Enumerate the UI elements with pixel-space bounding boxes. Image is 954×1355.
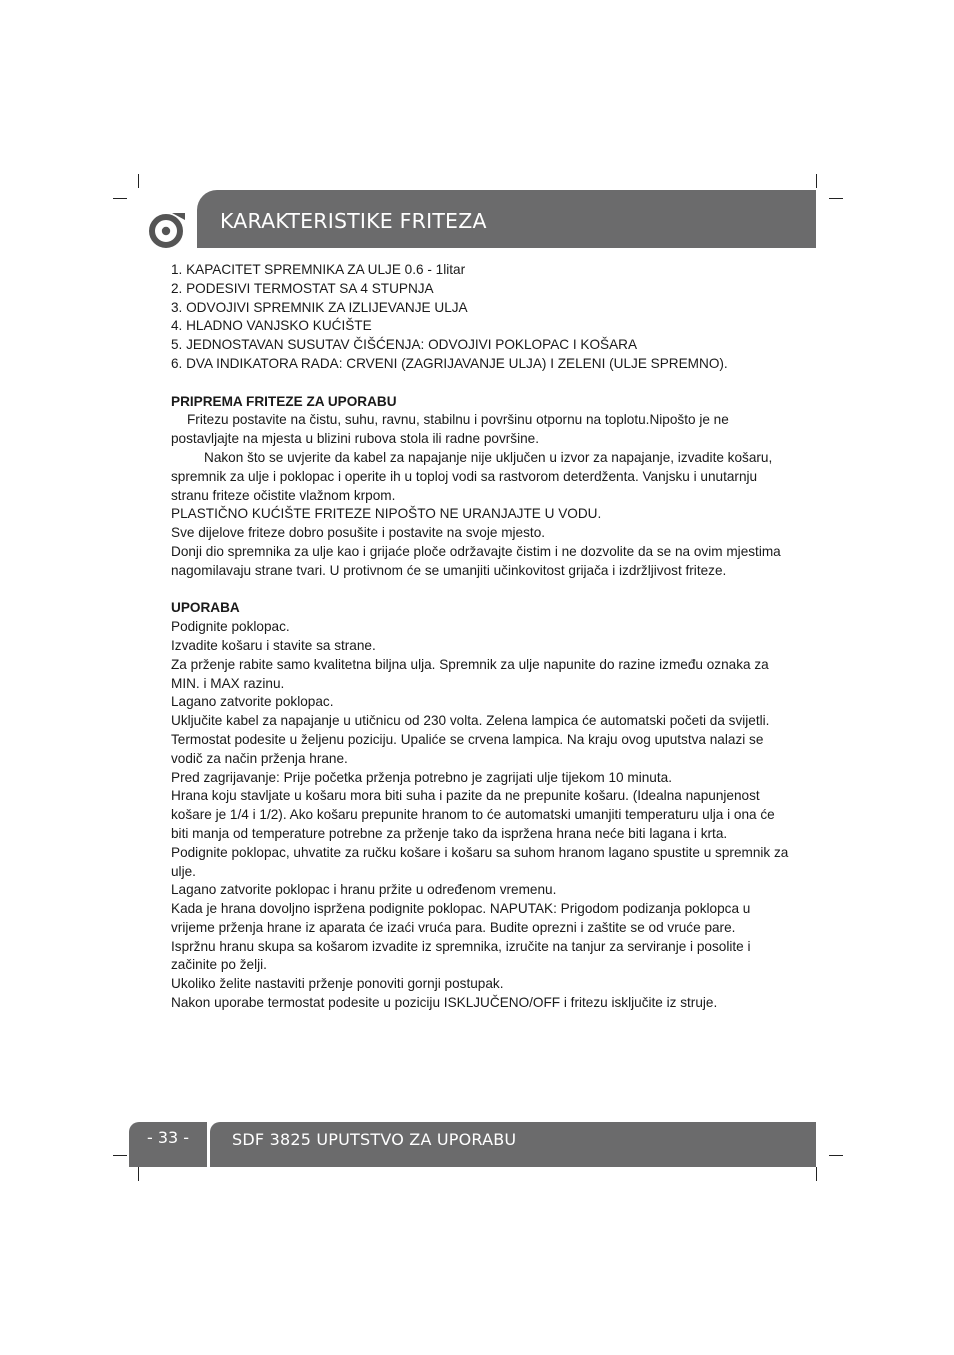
- paragraph: Lagano zatvorite poklopac i hranu pržite u određenom vremenu.: [171, 882, 557, 898]
- list-item: 3. ODVOJIVI SPREMNIK ZA IZLIJEVANJE ULJA: [171, 299, 468, 315]
- paragraph: Sve dijelove friteze dobro posušite i postavite na svoje mjesto.: [171, 525, 546, 541]
- paragraph: Podignite poklopac, uhvatite za ručku košare i košaru sa suhom hranom lagano spustite u spremnik za ulje.: [171, 844, 789, 879]
- crop-mark: [829, 1155, 843, 1156]
- paragraph: Fritezu postavite na čistu, suhu, ravnu, stabilnu i površinu otpornu na toplotu.Nipošto je ne postavljajte na mjesta u blizini rubova stola ili radne površine.: [171, 412, 729, 447]
- crop-mark: [113, 198, 127, 199]
- paragraph: Termostat podesite u željenu poziciju. Upaliće se crvena lampica. Na kraju ovog uputstva nalazi se vodič za način prženja hrane.: [171, 731, 764, 766]
- page-content: [171, 261, 789, 1013]
- paragraph: Kada je hrana dovoljno ispržena podignite poklopac. NAPUTAK: Prigodom podizanja poklopca u vrijeme prženja hrane iz aparata će izaći vruća para. Budite oprezni i zaštite se od vruće pare.: [171, 901, 751, 935]
- crop-mark: [138, 174, 139, 188]
- section-header-bar: [197, 190, 816, 248]
- crop-mark: [816, 1167, 817, 1181]
- paragraph: Hrana koju stavljate u košaru mora biti suha i pazite da ne prepunite košaru. (Idealna napunjenost košare je 1/4 i 1/2). Ako košaru prepunite hranom to će automatski umanjiti temperaturu ulja i ona će biti manja od temperature potrebne za prženje tako da ispržena hrana neće biti lagana i krta.: [171, 788, 775, 841]
- paragraph: Pred zagrijavanje: Prije početka prženja potrebno je zagrijati ulje tijekom 10 minuta.: [171, 769, 672, 785]
- crop-mark: [816, 174, 817, 188]
- paragraph: Ukoliko želite nastaviti prženje ponoviti gornji postupak.: [171, 976, 504, 992]
- brand-logo-icon: [148, 211, 186, 249]
- list-item: 6. DVA INDIKATORA RADA: CRVENI (ZAGRIJAVANJE ULJA) I ZELENI (ULJE SPREMNO).: [171, 355, 728, 371]
- paragraph: Nakon uporabe termostat podesite u poziciju ISKLJUČENO/OFF i fritezu isključite iz struje.: [171, 995, 718, 1011]
- paragraph: Ispržnu hranu skupa sa košarom izvadite iz spremnika, izručite na tanjur za serviranje i posolite i začinite po želji.: [171, 938, 751, 973]
- crop-mark: [113, 1155, 127, 1156]
- paragraph: Uključite kabel za napajanje u utičnicu od 230 volta. Zelena lampica će automatski početi da svijetli.: [171, 713, 770, 729]
- manual-title: SDF 3825 UPUTSTVO ZA UPORABU: [232, 1130, 517, 1149]
- paragraph: Nakon što se uvjerite da kabel za napajanje nije uključen u izvor za napajanje, izvadite košaru, spremnik za ulje i poklopac i operite ih u toploj vodi sa rastvorom deterdženta. Vanjsku i unutarnju stranu friteze očistite vlažnom krpom.: [171, 449, 773, 503]
- paragraph: Donji dio spremnika za ulje kao i grijaće ploče održavajte čistim i ne dozvolite da se na ovim mjestima nagomilavaju strane tvari. U protivnom će se umanjiti učinkovitost grijača i izdržljivost friteze.: [171, 543, 781, 578]
- crop-mark: [138, 1167, 139, 1181]
- list-item: 1. KAPACITET SPREMNIKA ZA ULJE 0.6 - 1litar: [171, 262, 466, 277]
- paragraph: Podignite poklopac.: [171, 619, 290, 635]
- page-number: - 33 -: [146, 1128, 190, 1147]
- warning-paragraph: PLASTIČNO KUĆIŠTE FRITEZE NIPOŠTO NE URANJAJTE U VODU.: [171, 506, 602, 522]
- list-item: 5. JEDNOSTAVAN SUSUTAV ČIŠĆENJA: ODVOJIVI POKLOPAC I KOŠARA: [171, 337, 638, 353]
- list-item: 4. HLADNO VANJSKO KUĆIŠTE: [171, 318, 372, 334]
- paragraph: Za prženje rabite samo kvalitetna biljna ulja. Spremnik za ulje napunite do razine između oznaka za MIN. i MAX razinu.: [171, 656, 769, 691]
- list-item: 2. PODESIVI TERMOSTAT SA 4 STUPNJA: [171, 280, 434, 296]
- section-title: KARAKTERISTIKE FRITEZA: [220, 209, 487, 233]
- paragraph: Izvadite košaru i stavite sa strane.: [171, 637, 376, 653]
- paragraph: Lagano zatvorite poklopac.: [171, 694, 334, 710]
- crop-mark: [829, 198, 843, 199]
- footer-bar: [210, 1122, 816, 1167]
- features-list: [171, 261, 789, 374]
- page-number-box: [129, 1122, 207, 1167]
- usage-heading: UPORABA: [171, 600, 240, 616]
- preparation-heading: PRIPREMA FRITEZE ZA UPORABU: [171, 393, 397, 409]
